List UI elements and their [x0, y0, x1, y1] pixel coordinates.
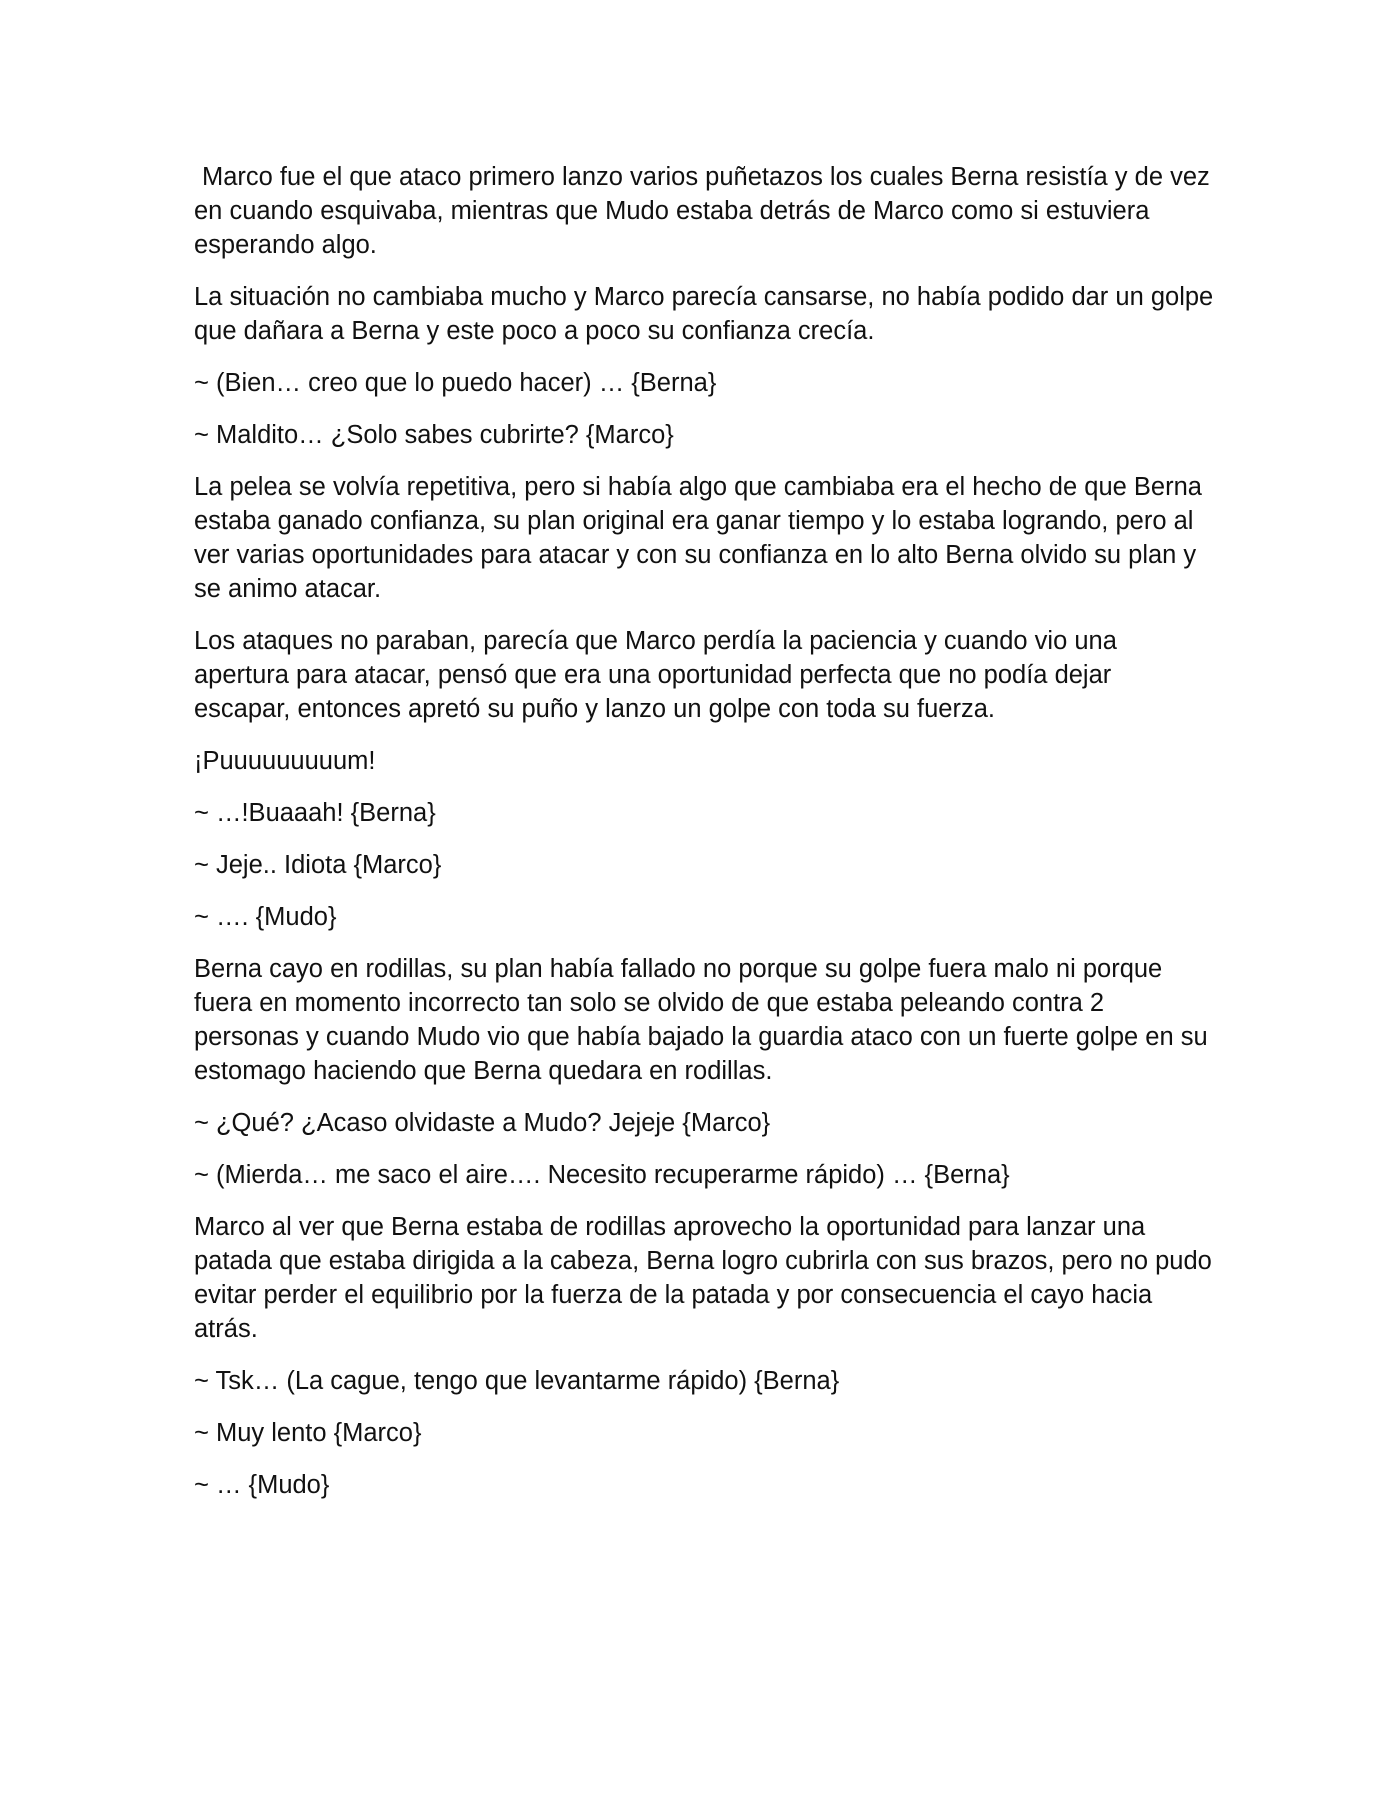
paragraph-3: La pelea se volvía repetitiva, pero si había algo que cambiaba era el hecho de que Berna estaba ganado confianza, su plan original era ganar tiempo y lo estaba logrando, pero al ver varias oportunidades para atacar y con su confianza en lo alto Berna olvido su plan y se animo atacar. [194, 473, 1202, 603]
dialogue-line-9: ~ Muy lento {Marco} [194, 1419, 422, 1447]
dialogue-line-4: ~ Jeje.. Idiota {Marco} [194, 851, 442, 879]
paragraph-6: Marco al ver que Berna estaba de rodillas aprovecho la oportunidad para lanzar una patada que estaba dirigida a la cabeza, Berna logro cubrirla con sus brazos, pero no pudo evitar perder el equilibrio por la fuerza de la patada y por consecuencia el cayo hacia atrás. [194, 1213, 1212, 1343]
paragraph-1: Marco fue el que ataco primero lanzo varios puñetazos los cuales Berna resistía y de vez en cuando esquivaba, mientras que Mudo estaba detrás de Marco como si estuviera esperando algo. [194, 163, 1210, 259]
dialogue-line-7: ~ (Mierda… me saco el aire…. Necesito recuperarme rápido) … {Berna} [194, 1161, 1010, 1189]
paragraph-2: La situación no cambiaba mucho y Marco parecía cansarse, no había podido dar un golpe que dañara a Berna y este poco a poco su confianza crecía. [194, 283, 1214, 345]
dialogue-line-2: ~ Maldito… ¿Solo sabes cubrirte? {Marco} [194, 421, 674, 449]
paragraph-5: Berna cayo en rodillas, su plan había fallado no porque su golpe fuera malo ni porque fuera en momento incorrecto tan solo se olvido de que estaba peleando contra 2 personas y cuando Mudo vio que había bajado la guardia ataco con un fuerte golpe en su estomago haciendo que Berna quedara en rodillas. [194, 955, 1208, 1085]
dialogue-line-6: ~ ¿Qué? ¿Acaso olvidaste a Mudo? Jejeje {Marco} [194, 1109, 771, 1137]
dialogue-line-3: ~ …!Buaaah! {Berna} [194, 799, 436, 827]
document-page [194, 160, 1214, 1520]
dialogue-line-10: ~ … {Mudo} [194, 1471, 330, 1499]
dialogue-line-1: ~ (Bien… creo que lo puedo hacer) … {Berna} [194, 369, 717, 397]
paragraph-4: Los ataques no paraban, parecía que Marco perdía la paciencia y cuando vio una apertura para atacar, pensó que era una oportunidad perfecta que no podía dejar escapar, entonces apretó su puño y lanzo un golpe con toda su fuerza. [194, 627, 1117, 723]
sound-effect-line: ¡Puuuuuuuuum! [194, 747, 376, 775]
dialogue-line-5: ~ …. {Mudo} [194, 903, 337, 931]
dialogue-line-8: ~ Tsk… (La cague, tengo que levantarme rápido) {Berna} [194, 1367, 840, 1395]
